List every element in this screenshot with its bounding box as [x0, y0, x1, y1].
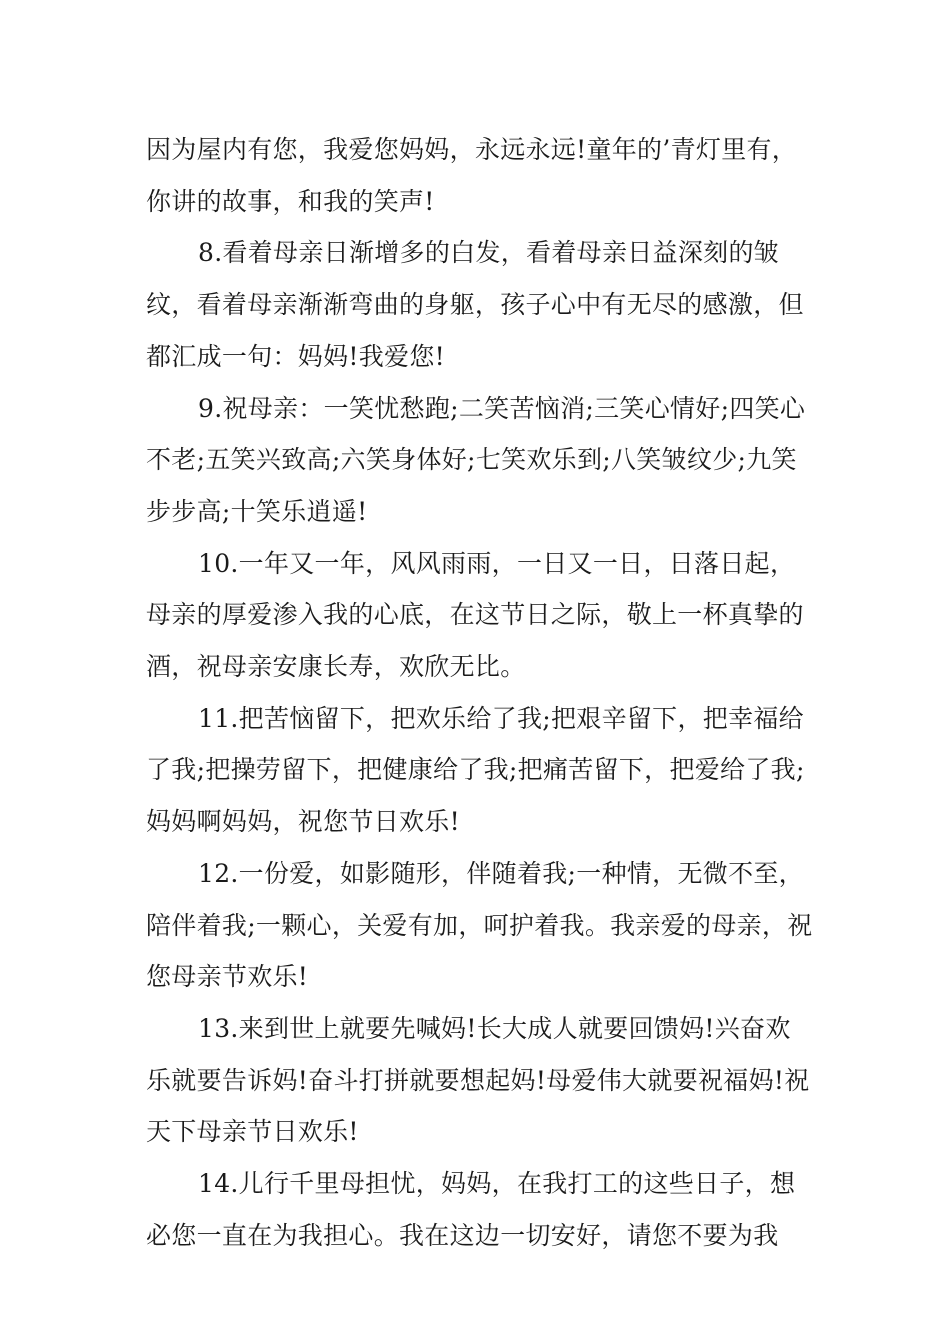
paragraph-12: 12.一份爱，如影随形，伴随着我;一种情，无微不至，陪伴着我;一颗心，关爱有加，呵护着我。我亲爱的母亲，祝您母亲节欢乐!: [146, 858, 813, 992]
paragraph-9: 9.祝母亲：一笑忧愁跑;二笑苦恼消;三笑心情好;四笑心不老;五笑兴致高;六笑身体好;七笑欢乐到;八笑皱纹少;九笑步步高;十笑乐逍遥!: [146, 393, 806, 526]
paragraph-10: 10.一年又一年，风风雨雨，一日又一日，日落日起，母亲的厚爱渗入我的心底，在这节日之际，敬上一杯真挚的酒，祝母亲安康长寿，欢欣无比。: [146, 548, 804, 682]
paragraph-8: 8.看着母亲日渐增多的白发，看着母亲日益深刻的皱纹，看着母亲渐渐弯曲的身躯，孩子心中有无尽的感激，但都汇成一句：妈妈!我爱您!: [146, 238, 804, 371]
paragraph-13: 13.来到世上就要先喊妈!长大成人就要回馈妈!兴奋欢乐就要告诉妈!奋斗打拼就要想起妈!母爱伟大就要祝福妈!祝天下母亲节日欢乐!: [146, 1013, 810, 1147]
paragraph-continued: 因为屋内有您，我爱您妈妈，永远永远!童年的’青灯里有，你讲的故事，和我的笑声!: [146, 135, 798, 216]
paragraph-14: 14.儿行千里母担忧，妈妈，在我打工的这些日子，想必您一直在为我担心。我在这边一切安好，请您不要为我: [146, 1169, 796, 1250]
paragraph-11: 11.把苦恼留下，把欢乐给了我;把艰辛留下，把幸福给了我;把操劳留下，把健康给了我;把痛苦留下，把爱给了我;妈妈啊妈妈，祝您节日欢乐!: [146, 703, 805, 837]
document-body: [146, 124, 814, 1261]
